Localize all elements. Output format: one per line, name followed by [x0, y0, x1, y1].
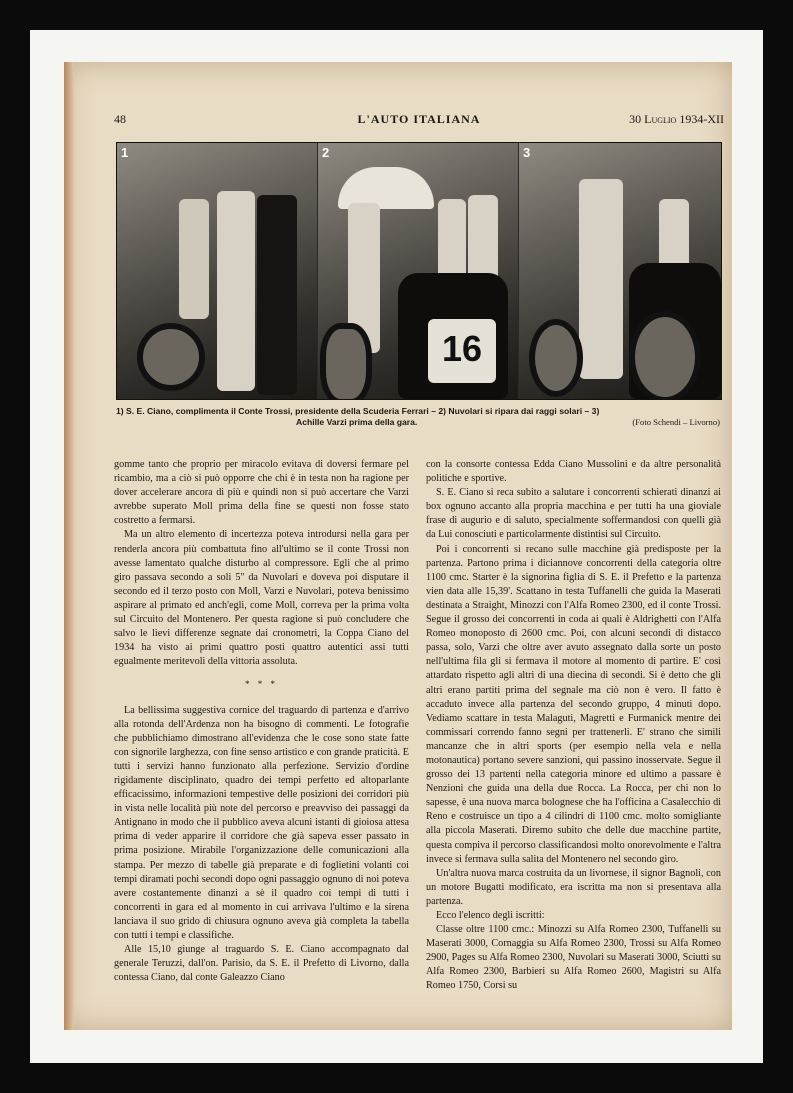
- paragraph: Alle 15,10 giunge al traguardo S. E. Ciano accompagnato dal generale Teruzzi, dall'on. Parisio, da S. E. il Prefetto di Livorno, dalla contessa Ciano, dal conte Galeazzo Ciano: [114, 944, 409, 984]
- photo-number: 2: [322, 145, 330, 160]
- text-column-left: [114, 458, 409, 1018]
- paragraph: S. E. Ciano si reca subito a salutare i concorrenti schierati dinanzi ai box ognuno accanto alla propria macchina e per tutti ha una gioviale frase di augurio e di saluto, specialmente soffermandosi con quelli già da Lui conosciuti e particolarmente distintisi sul Circuito.: [426, 487, 721, 541]
- magazine-title: L'AUTO ITALIANA: [357, 112, 481, 126]
- issue-date: 30 Luglio 1934-XII: [629, 112, 724, 126]
- car-wheel: [529, 319, 583, 397]
- car-wheel: [320, 323, 372, 399]
- car-wheel: [137, 323, 205, 391]
- photo-number: 3: [523, 145, 531, 160]
- caption-line-1: 1) S. E. Ciano, complimenta il Conte Trossi, presidente della Scuderia Ferrari – 2) Nuvolari si ripara dai raggi solari – 3): [116, 406, 600, 416]
- paragraph: Ma un altro elemento di incertezza poteva introdursi nella gara per renderla ancora più combattuta fino all'ultimo se il conte Trossi non avesse lamentato qualche disturbo al compressore. Egli che al primo giro passava secondo a soli 5'' da Nuvolari e doveva poi disputare il secondo ed il terzo posto con Moll, Varzi e Nuvolari, poteva benissimo aspirare al primato ed anch'egli, come Moll, correva per la prima volta sul Circuito del Montenero. Per questa ragione si può concludere che salvo le lievi differenze segnate dai cronometri, la Coppa Ciano del 1934 ha visto ai primi quattro posti quattro autentici assi tutti egualmente meritevoli della vittoria assoluta.: [114, 529, 409, 668]
- paragraph: gomme tanto che proprio per miracolo evitava di doversi fermare pel ricambio, ma a ciò si può opporre che chi è in testa non ha ragione per dover accelerare ancora di più e quindi non si può accertare che Varzi avrebbe superato Moll prima della fine se questi non fosse stato costretto a fermarsi.: [114, 459, 409, 527]
- section-separator: * * *: [245, 679, 278, 690]
- paragraph: Poi i concorrenti si recano sulle macchine già predisposte per la partenza. Partono prima i diciannove concorrenti della categoria oltre 1100 cmc. Starter è la signorina figlia di S. E. il Prefetto e la partenza vien data alle 15,39'. Scattano in testa Tuffanelli che guida la Maserati destinata a Straight, Minozzi con l'Alfa Romeo 2300, ed il conte Trossi. Segue il grosso dei concorrenti in coda ai quali è Aldrighetti con l'Alfa Romeo monoposto di 2600 cmc. Poi, con alcuni secondi di distacco passa, solo, Varzi che oltre aver avuto assegnato dalla sorte un posto nell'ultima fila gli si fermava il motore al momento di partire. E' così attardato rispetto agli altri di una diecina di secondi. Si è detto che gli altri erano partiti prima del segnale ma ciò non è vero. Il fatto è accaduto invece alla partenza del secondo gruppo, 4 minuti dopo. Vediamo scattare in testa Malaguti, Magretti e Furmanick mentre dei commissari correndo fanno segni per trattenerli. E' strano che simili mancanze che in altri sports (per esempio nella vela e nella motonautica) portano severe sanzioni, qui passino inosservate. Segue il grosso dei 13 partenti nella categoria minore ed ultimo a passare è Nenzioni che guida una della due Rocca. La Rocca, per chi non lo sapesse, è una nuova marca bolognese che ha l'officina a Casalecchio di Reno e costruisce un tipo a 4 cilindri di 1100 cmc. molto somigliante alla piccola Maserati. Diremo subito che delle due macchine partite, questa compiva il percorso classificandosi molto onorevolmente e l'altra invece si fermava sulla salita del Montenero nel secondo giro.: [426, 543, 721, 865]
- photo-credit: (Foto Schendi – Livorno): [632, 417, 720, 427]
- car-wheel: [629, 311, 701, 399]
- caption-line-2: Achille Varzi prima della gara.: [296, 417, 418, 427]
- page-number: 48: [114, 112, 126, 126]
- photo-number: 1: [121, 145, 129, 160]
- photo-caption: [116, 406, 720, 428]
- page-spine-edge: [64, 62, 74, 1030]
- paragraph: La bellissima suggestiva cornice del traguardo di partenza e d'arrivo alla rotonda dell'Ardenza non ha bisogno di commenti. Le fotografie che pubblichiamo dimostrano all'evidenza che le cose sono state fatte con signorile larghezza, con fine senso artistico e con grande praticità. E tutti i servizi hanno funzionato alla perfezione. Servizio d'ordine rigidamente disciplinato, quadro dei tempi perfetto ed altoparlante efficacissimo, informazioni tempestive delle posizioni dei corridori più in vista nelle località più note del percorso e preavviso dei passaggi da Antignano in modo che il pubblico aveva alcuni istanti di gioiosa attesa prima di veder apparire il corridore che già sapeva esser passato in prima posizione. Mirabile l'organizzazione delle comunicazioni alla stampa. Per mezzo di tabelle già preparate e di foglietini volanti coi tempi diramati pochi secondi dopo ogni passaggio ognuno di noi poteva avere costantemente dinanzi a sè il quadro coi tempi di tutti i concorrenti in gara ed al momento in cui arrivava l'ultimo e la sirena lanciava il suo grido di chiusura ognuno aveva già completa la tabella con tutti i tempi e classifiche.: [114, 704, 409, 941]
- figure-person: [579, 179, 623, 379]
- magazine-page: [64, 62, 732, 1030]
- photo-ciano-trossi: [117, 143, 317, 399]
- photo-nuvolari: [318, 143, 518, 399]
- paragraph: Ecco l'elenco degli iscritti:: [436, 910, 545, 921]
- figure-person: [179, 199, 209, 319]
- photo-strip: [116, 142, 722, 400]
- figure-person: [217, 191, 255, 391]
- paragraph: Classe oltre 1100 cmc.: Minozzi su Alfa Romeo 2300, Tuffanelli su Maserati 3000, Cornaggia su Alfa Romeo 2300, Trossi su Alfa Romeo 2900, Pages su Alfa Romeo 2300, Nuvolari su Maserati 3000, Sciutti su Alfa Romeo 2300, Barbieri su Alfa Romeo 2600, Magistri su Alfa Romeo 1750, Corsi su: [426, 924, 721, 992]
- paragraph: Un'altra nuova marca costruita da un livornese, il signor Bagnoli, con un motore Bugatti modificato, era iscritta ma non si presentava alla partenza.: [426, 867, 721, 907]
- text-column-right: [426, 458, 721, 1018]
- paragraph: con la consorte contessa Edda Ciano Mussolini e da altre personalità politiche e sportive.: [426, 459, 721, 485]
- photo-varzi: [519, 143, 721, 399]
- caption-line-2-row: [116, 417, 720, 428]
- figure-person: [257, 195, 297, 395]
- page-header: [114, 112, 724, 130]
- car-number-plate: 16: [428, 319, 496, 383]
